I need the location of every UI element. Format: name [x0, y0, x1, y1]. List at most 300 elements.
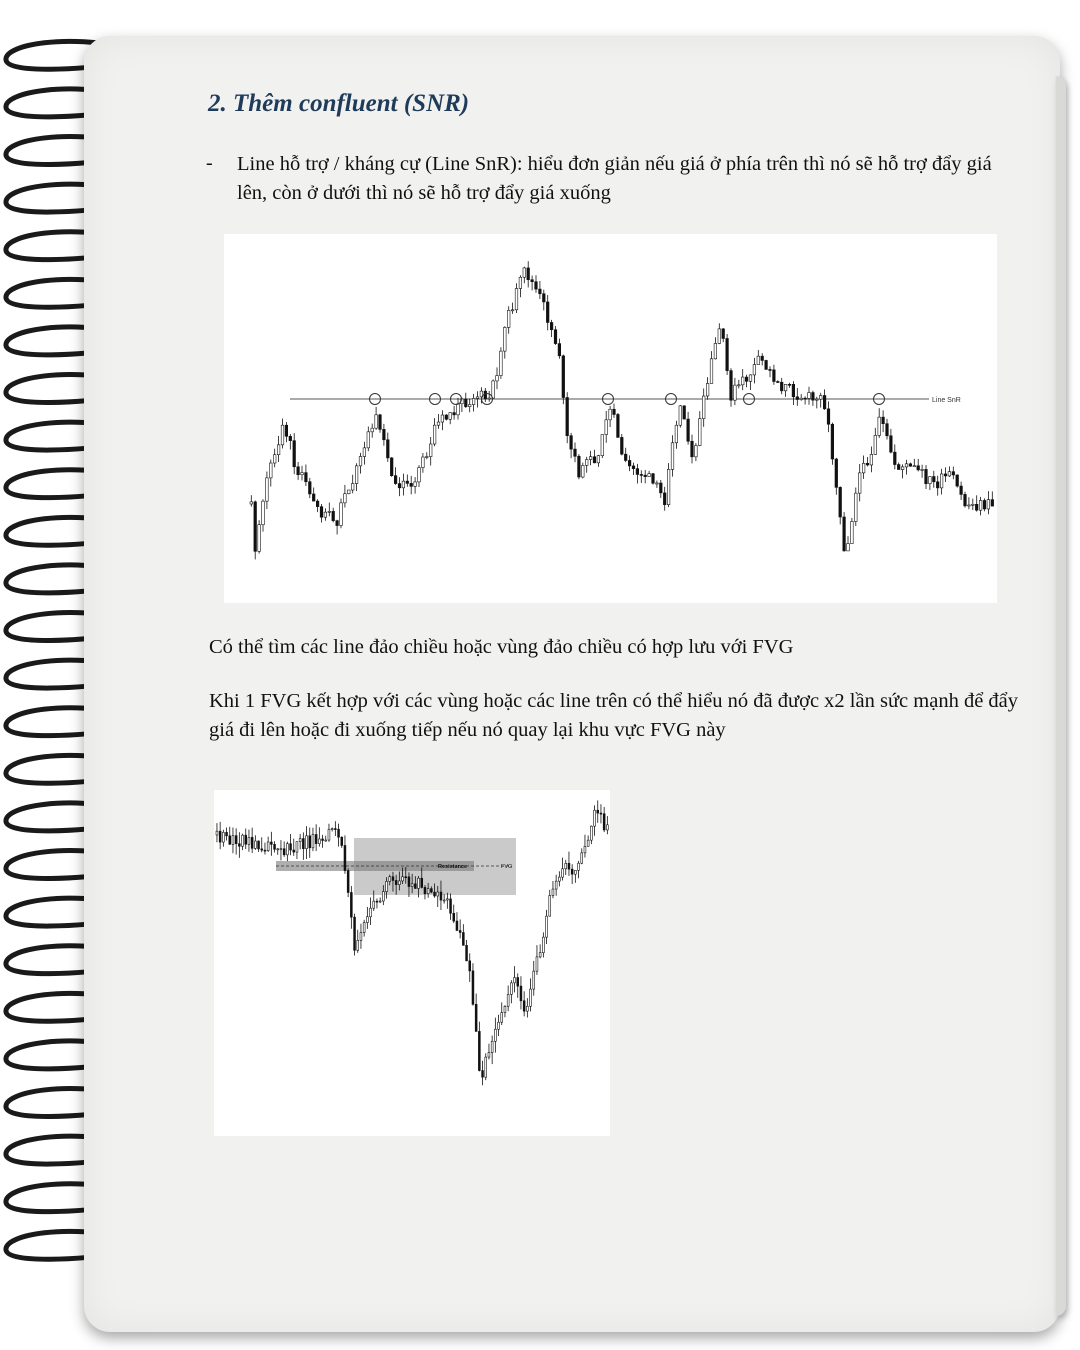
candle: [570, 433, 573, 458]
candle: [299, 834, 301, 849]
candle: [437, 414, 440, 429]
candle: [656, 481, 659, 488]
candle: [443, 894, 445, 903]
candle: [379, 897, 381, 903]
candle: [504, 1005, 506, 1017]
candle: [886, 419, 889, 440]
candle: [823, 389, 826, 409]
candle: [808, 387, 811, 405]
candle: [235, 828, 237, 854]
candle: [500, 347, 503, 379]
candle: [446, 893, 448, 909]
candle: [710, 351, 713, 383]
candle: [456, 912, 458, 930]
candle: [609, 406, 612, 427]
candle: [229, 827, 231, 845]
candle: [418, 465, 421, 487]
candle: [987, 491, 990, 514]
candle: [379, 414, 382, 433]
candle: [933, 471, 936, 488]
candle: [305, 464, 308, 486]
candle: [245, 828, 247, 849]
candle: [266, 472, 269, 509]
candle: [277, 436, 280, 462]
candle: [465, 393, 468, 408]
candle: [450, 893, 452, 919]
candle: [324, 508, 327, 520]
candle: [843, 512, 846, 551]
candle: [280, 840, 282, 860]
candle: [485, 1053, 487, 1080]
candle: [498, 1015, 500, 1036]
candle: [878, 408, 881, 438]
section-heading: 2. Thêm confluent (SNR): [208, 90, 470, 117]
candle: [515, 283, 518, 313]
bullet-marker: -: [206, 152, 213, 174]
candle: [394, 467, 397, 485]
candle: [584, 835, 586, 858]
candle: [350, 886, 352, 929]
candle: [297, 462, 300, 480]
candle: [320, 504, 323, 522]
candle: [585, 457, 588, 473]
candle: [554, 326, 557, 345]
candle: [589, 451, 592, 465]
candle: [605, 411, 608, 443]
candle: [261, 837, 263, 852]
candle: [466, 940, 468, 961]
candle: [519, 275, 522, 297]
candle: [491, 1036, 493, 1064]
candle: [441, 410, 444, 430]
candle: [254, 500, 257, 559]
resistance-label: Resistance: [438, 864, 468, 870]
candle: [238, 832, 240, 858]
candle: [348, 490, 351, 494]
candle: [558, 871, 560, 886]
candle: [660, 480, 663, 498]
candle: [251, 828, 253, 853]
candle: [355, 463, 358, 491]
candle: [936, 476, 939, 496]
candle: [527, 261, 530, 287]
candle: [312, 828, 314, 851]
candle: [613, 404, 616, 418]
candle: [449, 412, 452, 424]
candle: [383, 424, 386, 446]
candle: [331, 828, 333, 832]
candle: [652, 473, 655, 485]
candle: [812, 391, 815, 406]
candle: [542, 932, 544, 957]
candle: [562, 858, 564, 881]
candle: [628, 455, 631, 471]
candle: [819, 393, 822, 408]
candle: [523, 267, 526, 284]
candle: [533, 961, 535, 996]
candle: [702, 388, 705, 426]
candle: [457, 398, 460, 420]
candle: [597, 455, 600, 467]
candle: [325, 836, 327, 842]
paragraph-1: Có thể tìm các line đảo chiều hoặc vùng đảo chiều có hợp lưu với FVG: [209, 636, 794, 658]
candle: [606, 816, 608, 834]
candle: [283, 841, 285, 856]
candle: [488, 391, 491, 402]
candle: [270, 832, 272, 856]
candle: [578, 454, 581, 479]
candle: [484, 388, 487, 402]
candle: [960, 482, 963, 500]
candle: [894, 444, 897, 469]
candle: [874, 428, 877, 455]
candle: [804, 396, 807, 404]
candle: [535, 275, 538, 292]
candle: [827, 401, 830, 432]
candle: [621, 434, 624, 455]
candle: [574, 443, 577, 463]
candle: [578, 861, 580, 878]
candle: [792, 381, 795, 405]
bullet-text: Line hỗ trợ / kháng cự (Line SnR): hiểu đơn giản nếu giá ở phía trên thì nó sẽ hỗ trợ đẩy giá lên, còn ở dưới thì nó sẽ hỗ trợ đẩy giá xuống: [237, 153, 992, 204]
candle: [777, 380, 780, 383]
candle: [543, 290, 546, 311]
candle: [897, 463, 900, 470]
candle: [453, 905, 455, 923]
candle: [644, 470, 647, 483]
candle: [741, 369, 744, 390]
candle: [695, 443, 698, 461]
candle: [216, 823, 218, 842]
candle: [523, 991, 525, 1016]
candle: [293, 433, 296, 474]
candle: [286, 842, 288, 861]
candle: [315, 824, 317, 851]
candle: [581, 848, 583, 864]
candle: [831, 423, 834, 465]
candle: [964, 492, 967, 508]
candle: [367, 427, 370, 452]
candle: [800, 394, 803, 401]
candle: [459, 919, 461, 938]
candle: [600, 804, 602, 823]
candle: [414, 477, 417, 494]
candle: [312, 487, 315, 501]
candle: [549, 890, 551, 917]
candle: [302, 832, 304, 859]
candle: [858, 464, 861, 501]
candle: [219, 822, 221, 849]
candle: [347, 868, 349, 897]
candle: [890, 429, 893, 454]
candle: [264, 843, 266, 855]
candle: [555, 875, 557, 896]
candle: [351, 475, 354, 493]
candle: [706, 377, 709, 400]
candle: [338, 824, 340, 847]
candle: [671, 435, 674, 476]
fvg-label: FVG: [501, 864, 513, 870]
fvg-resistance-chart: [214, 790, 610, 1136]
candle: [749, 374, 752, 390]
candles: [250, 261, 994, 559]
candle: [571, 864, 573, 884]
candle: [267, 837, 269, 852]
candle: [359, 453, 362, 474]
candle: [336, 520, 339, 535]
candle: [344, 485, 347, 508]
candle: [539, 944, 541, 958]
candle: [862, 455, 865, 478]
candle: [526, 998, 528, 1017]
candle: [514, 966, 516, 992]
candle: [788, 383, 791, 388]
candle: [258, 840, 260, 852]
candle: [594, 805, 596, 835]
candle: [769, 366, 772, 377]
candle: [991, 491, 994, 506]
candle: [402, 474, 405, 496]
candle: [866, 457, 869, 466]
candle: [376, 899, 378, 909]
candle: [968, 497, 971, 509]
candle: [296, 842, 298, 859]
candle: [983, 498, 986, 511]
candle: [617, 413, 620, 437]
candle: [482, 1061, 484, 1085]
candle: [289, 434, 292, 450]
candle: [901, 464, 904, 478]
candle: [316, 499, 319, 512]
candle: [632, 463, 635, 475]
candle: [406, 474, 409, 486]
candle: [909, 463, 912, 467]
candle: [784, 384, 787, 397]
candle: [780, 378, 783, 394]
candle: [546, 910, 548, 944]
snr-line-chart: [224, 234, 997, 603]
candle: [322, 835, 324, 848]
candle: [536, 945, 538, 975]
candle: [360, 924, 362, 949]
candle: [905, 460, 908, 475]
candle: [301, 466, 304, 481]
candle: [494, 1018, 496, 1053]
candle: [371, 424, 374, 438]
candle: [745, 375, 748, 388]
candle: [757, 350, 760, 365]
candle: [761, 353, 764, 365]
candle: [496, 367, 499, 389]
candle: [334, 821, 336, 836]
candle: [722, 328, 725, 342]
candle: [478, 1022, 480, 1072]
candle: [816, 397, 819, 409]
paragraph-2: Khi 1 FVG kết hợp với các vùng hoặc các line trên có thể hiểu nó đã được x2 lần sức mạnh để đẩy giá đi lên hoặc đi xuống tiếp nếu nó quay lại khu vực FVG này: [209, 690, 1019, 741]
candle: [636, 464, 639, 484]
candle: [469, 953, 471, 982]
candle: [285, 422, 288, 442]
candle: [363, 920, 365, 937]
candle: [488, 1044, 490, 1060]
candle: [433, 418, 436, 446]
candle: [956, 474, 959, 487]
candle: [940, 469, 943, 495]
candle: [839, 486, 842, 524]
candle: [835, 458, 838, 495]
candle: [270, 460, 273, 487]
candle: [582, 463, 585, 479]
candle: [870, 446, 873, 472]
snr-line-label: Line SnR: [932, 397, 961, 404]
candle: [475, 994, 477, 1032]
candle: [328, 503, 331, 517]
candle: [587, 835, 589, 846]
candle: [667, 463, 670, 507]
candle: [917, 459, 920, 471]
candle: [293, 839, 295, 856]
candle: [501, 1002, 503, 1025]
candle: [855, 487, 858, 526]
candle: [277, 848, 279, 855]
candle: [663, 487, 666, 511]
candle: [250, 495, 253, 506]
candle: [445, 414, 448, 420]
candle: [952, 467, 955, 480]
candle: [753, 358, 756, 384]
candle: [248, 830, 250, 852]
notebook-page: [84, 36, 1060, 1332]
candle: [718, 323, 721, 344]
candle: [558, 339, 561, 359]
candle: [226, 828, 228, 841]
candle: [699, 411, 702, 446]
candle: [601, 434, 604, 458]
candle: [472, 394, 475, 412]
candle: [913, 459, 916, 467]
candle: [683, 405, 686, 419]
candle: [972, 499, 975, 510]
candle: [530, 978, 532, 1011]
candle: [520, 976, 522, 1009]
page-edge: [1056, 76, 1066, 1316]
candle: [734, 378, 737, 405]
candle: [574, 870, 576, 883]
candle: [387, 433, 390, 462]
candle: [232, 827, 234, 853]
candle: [328, 824, 330, 842]
candle: [691, 435, 694, 464]
candle: [517, 973, 519, 997]
candle: [738, 380, 741, 389]
candle: [773, 365, 776, 385]
candle: [925, 465, 928, 489]
candle: [765, 360, 768, 370]
candle: [398, 477, 401, 496]
candle: [568, 852, 570, 876]
candle: [597, 800, 599, 822]
candle: [565, 860, 567, 875]
candle: [882, 410, 885, 432]
candle: [504, 326, 507, 358]
candle: [979, 497, 982, 516]
candle: [341, 836, 343, 848]
candle: [366, 907, 368, 929]
candle: [453, 406, 456, 420]
candle: [603, 807, 605, 832]
candle: [318, 827, 320, 846]
candle: [507, 985, 509, 1011]
candle: [492, 379, 495, 398]
candle: [562, 355, 565, 405]
candle: [306, 826, 308, 859]
candle: [410, 476, 413, 494]
candle: [281, 418, 284, 448]
candle: [375, 407, 378, 430]
candle: [687, 412, 690, 445]
candle: [426, 452, 429, 459]
candle: [648, 471, 651, 477]
candle: [929, 476, 932, 490]
candle: [309, 478, 312, 498]
candle: [566, 392, 569, 443]
candle: [726, 334, 729, 375]
candle: [590, 825, 592, 844]
candle: [539, 281, 542, 299]
candle: [714, 337, 717, 359]
candle: [273, 449, 276, 468]
candle: [851, 518, 854, 544]
candle: [472, 963, 474, 1005]
candle: [258, 520, 261, 553]
candle: [507, 306, 510, 333]
candle: [847, 536, 850, 551]
candle: [468, 398, 471, 412]
candle: [796, 388, 799, 406]
candle: [531, 275, 534, 290]
candle: [344, 835, 346, 873]
candle: [975, 495, 978, 511]
candle: [593, 450, 596, 464]
candle: [948, 466, 951, 477]
candle: [309, 828, 311, 858]
candle: [624, 448, 627, 462]
candle: [370, 897, 372, 925]
candle: [363, 442, 366, 465]
candle: [424, 885, 426, 899]
candle: [429, 437, 432, 466]
candle: [675, 421, 678, 449]
candle: [546, 295, 549, 330]
candle: [290, 834, 292, 855]
candle: [222, 830, 224, 847]
candle: [390, 457, 393, 477]
candle: [357, 930, 359, 953]
candle: [340, 498, 343, 528]
candle: [510, 980, 512, 1003]
candle: [242, 834, 244, 851]
candle: [511, 303, 514, 314]
candle: [354, 914, 356, 956]
candle: [422, 453, 425, 473]
candle: [550, 320, 553, 337]
candle: [552, 881, 554, 898]
candle: [274, 841, 276, 852]
candle: [679, 405, 682, 428]
candle: [730, 368, 733, 407]
candle: [262, 499, 265, 531]
candle: [640, 470, 643, 483]
